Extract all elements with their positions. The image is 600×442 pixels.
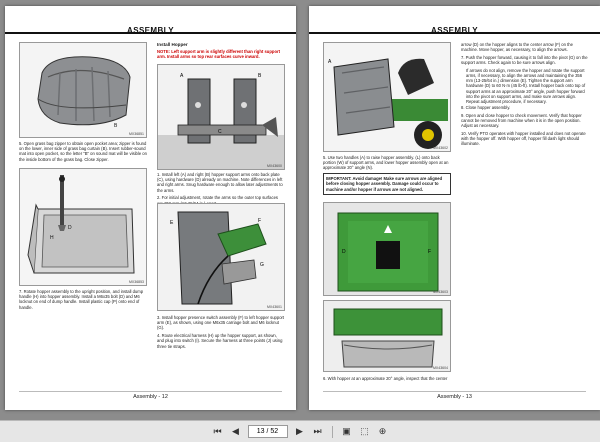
pdf-viewer-toolbar: [0, 420, 600, 442]
last-page-icon[interactable]: ⏭: [313, 426, 322, 436]
svg-text:F: F: [428, 249, 432, 255]
svg-text:G: G: [260, 262, 264, 268]
page-number-input[interactable]: [248, 425, 288, 438]
svg-text:C: C: [218, 129, 222, 135]
figure-presence-switch: F E G MX43601: [157, 203, 285, 311]
svg-text:F: F: [258, 218, 262, 224]
svg-text:A: A: [328, 59, 332, 65]
svg-text:E: E: [170, 220, 174, 226]
first-page-icon[interactable]: ⏮: [213, 426, 222, 436]
fit-page-icon[interactable]: ▣: [342, 426, 351, 436]
svg-text:B: B: [258, 73, 262, 79]
svg-text:H: H: [50, 235, 54, 241]
figure-hopper-assembly: H D MX36853: [19, 168, 147, 286]
prev-page-icon[interactable]: ◀: [232, 426, 239, 436]
svg-text:B: B: [114, 123, 118, 129]
figure-hopper-angle: MX43604: [323, 300, 451, 372]
page-footer: Assembly - 12: [19, 391, 282, 400]
toolbar-divider: [332, 426, 333, 438]
page-footer: Assembly - 13: [323, 391, 586, 400]
document-page-left: ASSEMBLY B MX36851 5. Open grass bag zipper to obtain open pocket area; zipper is found on the lower, inner side of grass bag curtain (B). Insert rubber-sound mat into open pocket, so the letter "B" on sound mat will be visible on the inside bottom of the grass bag. Close zipper. H D MX36853 7. Rotate hopper assembly to the upright position, and install dump handle (H) into hopper assembly. Install a M6x35 bolt (D) and M6 locknut on end of dump handle. Install plastic cap (P) onto end of handle. Install Hopper NOTE: Left support arm is slightly different than right support arm. Install arms so top rear surfaces curve inward. A B C MX43600 1. Install left (A) and right (B) hopper support arms onto back plate (C), using hardware (D) already on machine. Note differences in left and right arms. Snug hardware enough to allow later adjustments to the arms. 2. For initial adjustment, rotate the arms so the outer top surfaces F E G MX43601 3. Install hopper presence switch assembly (F) to left hopper support arm (E), as shown, using one M6x35 carriage bolt and M6 locknut (G). 4. Route electrical harness (H) up the hopper support, as shown, and plug into switch (I). Secure the harness at three points (J) using three tie straps. Assembly - 12: [5, 6, 296, 410]
svg-text:D: D: [342, 249, 346, 255]
next-page-icon[interactable]: ▶: [296, 426, 303, 436]
figure-grass-bag: B MX36851: [19, 42, 147, 138]
svg-text:D: D: [68, 225, 72, 231]
figure-support-arms: A B C MX43600: [157, 64, 285, 170]
page-header: ASSEMBLY: [309, 20, 600, 34]
svg-text:A: A: [180, 73, 184, 79]
figure-arrow-alignment: D F MX43603: [323, 202, 451, 296]
fit-width-icon[interactable]: ⬚: [360, 426, 369, 436]
important-notice: IMPORTANT: Avoid damage! Make sure arrows are aligned before closing hopper assembly. Damage could occur to machine and/or hopper if arrows are not aligned.: [323, 173, 451, 195]
page-header: ASSEMBLY: [5, 20, 296, 34]
document-page-right: ASSEMBLY A MX43602 5. Use two handles (A) to raise hopper assembly. (L) onto back portion (W) of support arms, and lower hopper assembly open at an approximate 20° angle (N). IMPORTANT: Avoid damage! Make sure arrows are aligned before closing hopper assembly. Damage could occur to machine and/or hopper if arrows are not aligned. D F MX43603 MX43604 6. With hopper at an approximate 20° angle, inspect that the center arrow (D) on the hopper aligns to the center arrow (F) on the machine. Move hopper, as necessary, to align the arrows. 7. Push the hopper forward, causing it to fall into the pivot (G) on the support arms. Check again to be sure arrows align. If arrows do not align, remove the hopper and rotate the support arms, if necessary, to align the arrows and maintaining the 356 mm (13-25/64 in.) dimension (E). Tighten the support arm hardware (D) to 60 N·m (45 lb-ft). Install hopper back onto top of support arms at an approximate 20° angle, push hopper forward into the pivot on support arms, and make sure arrows align. Repeat adjustment procedure, if necessary. 8. Close hopper assembly. 9. Open and close hopper to check movement. Verify that hopper cannot be removed from machine when it is in the open position. Adjust as necessary. 10. Verify PTO operates with hopper installed and does not operate with the hopper off. With hopper off, hopper fill dash light should illuminate. Assembly - 13: [309, 6, 600, 410]
zoom-icon[interactable]: ⊕: [378, 426, 387, 436]
figure-mower-hopper: A MX43602: [323, 42, 451, 152]
